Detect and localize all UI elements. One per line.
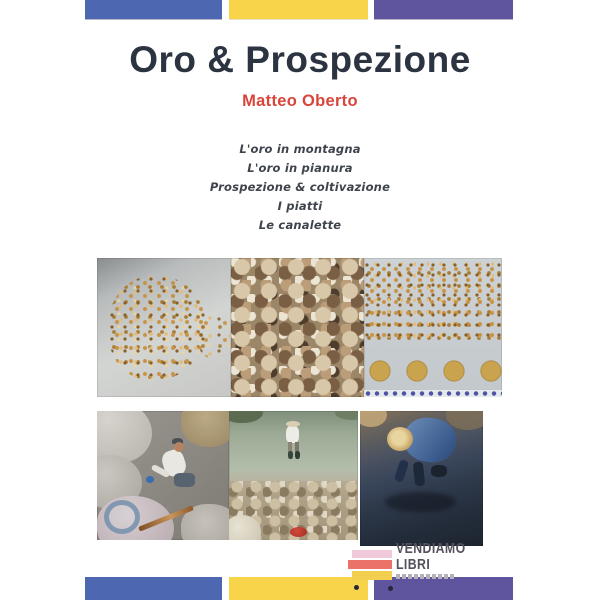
foliage-shape — [335, 411, 358, 420]
logo-dot — [354, 585, 359, 590]
vendor-logo-tagline — [396, 574, 454, 579]
photo-prospector-stream — [229, 411, 358, 540]
ruler-strip — [364, 390, 502, 397]
logo-book-bar-yellow — [352, 571, 392, 580]
photo-prospector-rocks — [97, 411, 229, 540]
water-reflection — [385, 492, 456, 512]
contents-item: Le canalette — [258, 218, 342, 232]
contents-item: L'oro in montagna — [239, 142, 361, 156]
figure-glove — [146, 476, 154, 483]
magnifier-ring — [104, 500, 140, 534]
figure-arm — [413, 462, 425, 487]
top-bar-blue — [85, 0, 222, 19]
foliage-shape — [229, 411, 263, 423]
top-bar-purple — [374, 0, 513, 19]
book-title: Oro & Prospezione — [129, 39, 471, 80]
figure-boot — [431, 465, 447, 477]
photo-gold-nuggets — [364, 258, 502, 397]
photo-gold-flakes — [97, 258, 231, 397]
logo-book-bar-pink — [352, 550, 392, 558]
nugget-scatter — [364, 262, 502, 343]
gold-trail — [198, 316, 230, 358]
figure-hat — [286, 421, 300, 427]
rock-shape — [360, 411, 387, 427]
contents-list — [85, 140, 515, 235]
gold-pile — [109, 276, 205, 380]
figure-boot — [288, 451, 293, 459]
bottom-bar-yellow — [229, 577, 368, 600]
figure-boot — [295, 451, 300, 459]
contents-item: Prospezione & coltivazione — [209, 180, 391, 194]
figure-arm — [394, 459, 409, 483]
contents-item: L'oro in pianura — [247, 161, 353, 175]
book-author: Matteo Oberto — [242, 92, 358, 110]
bottom-bar-blue — [85, 577, 222, 600]
contents-item: I piatti — [277, 199, 323, 213]
figure-legs — [174, 473, 195, 487]
logo-dot — [388, 586, 393, 591]
figure-head — [174, 442, 184, 452]
top-bar-yellow — [229, 0, 368, 19]
logo-book-bar-red — [348, 560, 392, 569]
figure-shirt — [286, 426, 299, 443]
nugget-row — [364, 357, 502, 387]
vendor-logo-text-line1: VENDIAMO — [396, 540, 466, 557]
photo-river-pebbles — [231, 258, 364, 397]
photo-prospector-panning — [360, 411, 483, 546]
vendor-logo-text-line2: LIBRI — [396, 556, 431, 573]
rock-shape — [181, 411, 229, 447]
bottom-bar-purple — [374, 577, 513, 600]
